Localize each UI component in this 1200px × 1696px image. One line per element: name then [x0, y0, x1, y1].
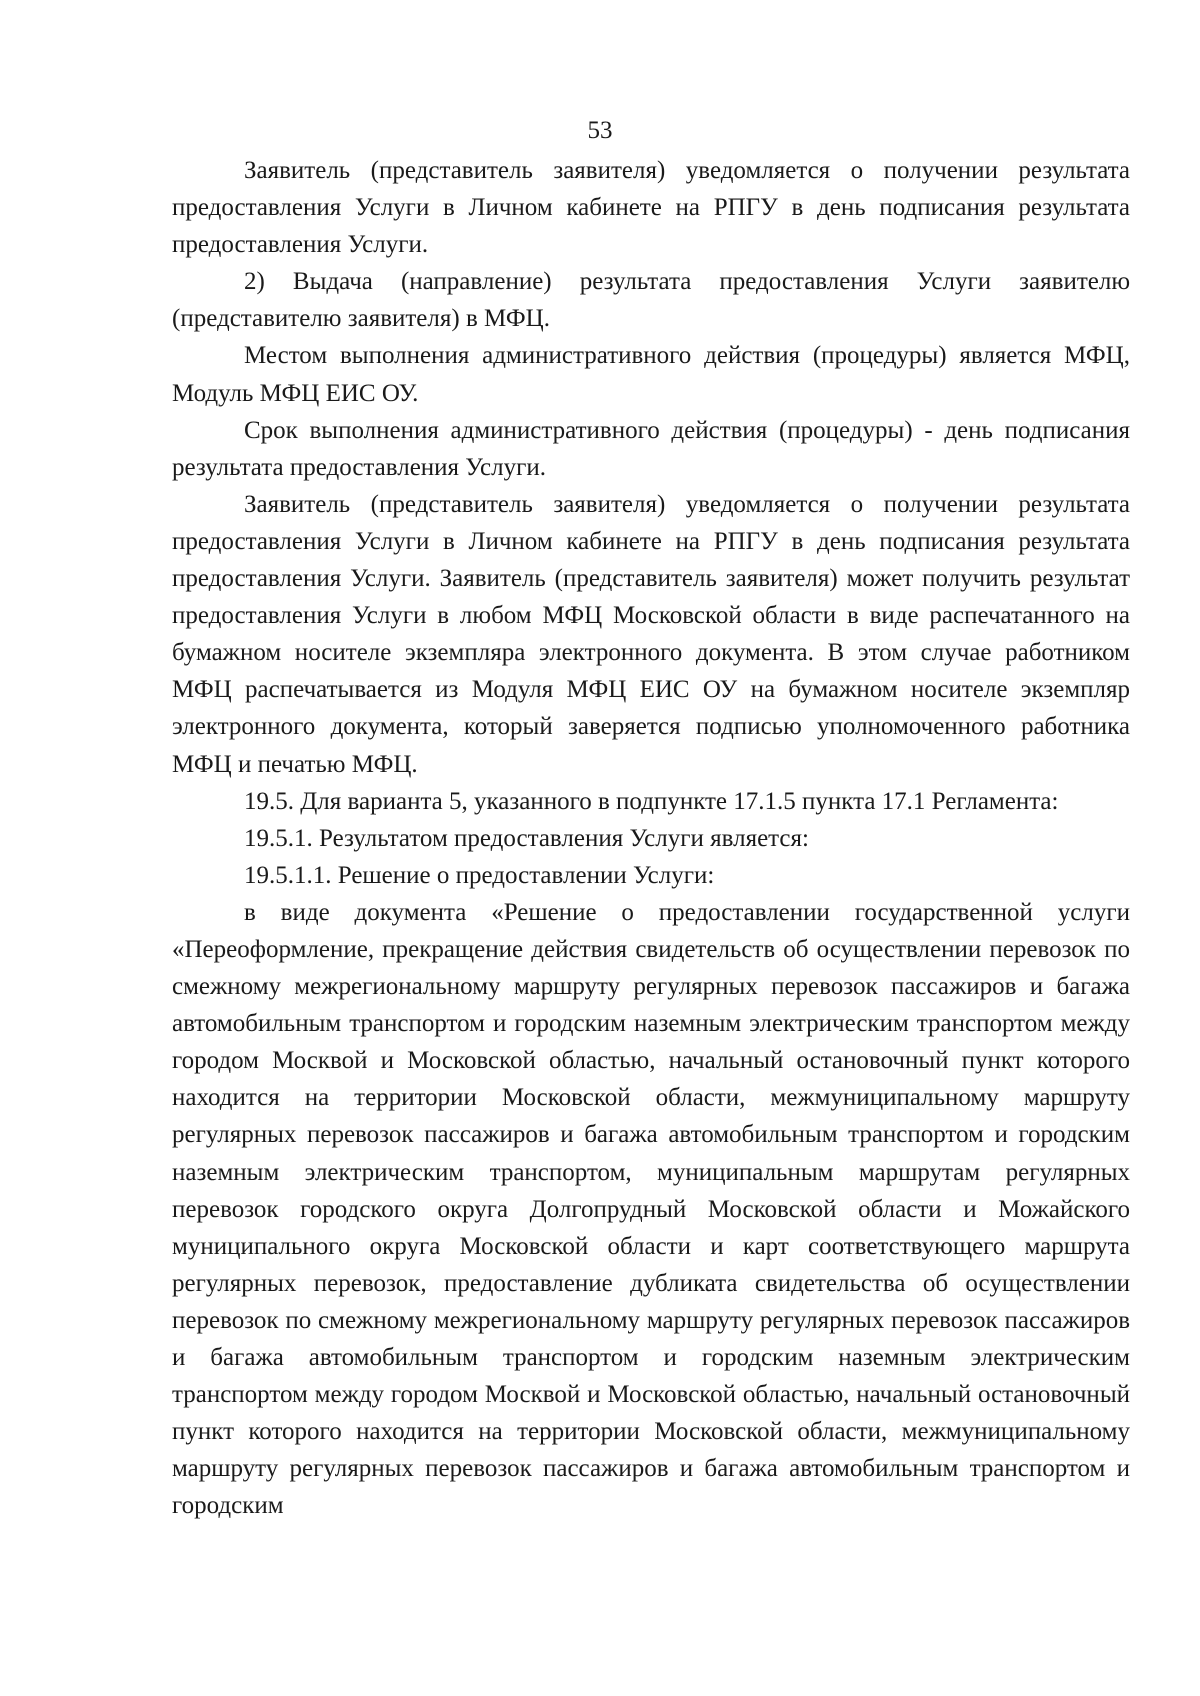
- document-body: [172, 152, 1130, 1524]
- paragraph-mfc-delivery: 2) Выдача (направление) результата предоставления Услуги заявителю (представителю заявителя) в МФЦ.: [172, 268, 1130, 333]
- paragraph-notification: Заявитель (представитель заявителя) уведомляется о получении результата предоставления Услуги в Личном кабинете на РПГУ в день подписания результата предоставления Услуги.: [172, 157, 1130, 259]
- paragraph-execution-term: Срок выполнения административного действия (процедуры) - день подписания результата предоставления Услуги.: [172, 416, 1130, 481]
- paragraph-variant-5: 19.5. Для варианта 5, указанного в подпункте 17.1.5 пункта 17.1 Регламента:: [244, 787, 1059, 815]
- paragraph-decision: 19.5.1.1. Решение о предоставлении Услуги:: [244, 861, 715, 889]
- page-number: 53: [587, 117, 613, 144]
- paragraph-decision-document: в виде документа «Решение о предоставлении государственной услуги «Переоформление, прекращение действия свидетельств об осуществлении перевозок по смежному межрегиональному маршруту регулярных перевозок пассажиров и багажа автомобильным транспортом и городским наземным электрическим транспортом между городом Москвой и Московской областью, начальный остановочный пункт которого находится на территории Московской области, межмуниципальному маршруту регулярных перевозок пассажиров и багажа автомобильным транспортом и городским наземным электрическим транспортом, муниципальным маршрутам регулярных перевозок городского округа Долгопрудный Московской области и Можайского муниципального округа Московской области и карт соответствующего маршрута регулярных перевозок, предоставление дубликата свидетельства об осуществлении перевозок по смежному межрегиональному маршруту регулярных перевозок пассажиров и багажа автомобильным транспортом и городским наземным электрическим транспортом между городом Москвой и Московской областью, начальный остановочный пункт которого находится на территории Московской области, межмуниципальному маршруту регулярных перевозок пассажиров и багажа автомобильным транспортом и городским: [172, 898, 1130, 1520]
- paragraph-result: 19.5.1. Результатом предоставления Услуги является:: [244, 824, 809, 852]
- paragraph-place-of-execution: Местом выполнения административного действия (процедуры) является МФЦ, Модуль МФЦ ЕИС ОУ.: [172, 342, 1130, 407]
- paragraph-notification-mfc: Заявитель (представитель заявителя) уведомляется о получении результата предоставления Услуги в Личном кабинете на РПГУ в день подписания результата предоставления Услуги. Заявитель (представитель заявителя) может получить результат предоставления Услуги в любом МФЦ Московской области в виде распечатанного на бумажном носителе экземпляра электронного документа. В этом случае работником МФЦ распечатывается из Модуля МФЦ ЕИС ОУ на бумажном носителе экземпляр электронного документа, который заверяется подписью уполномоченного работника МФЦ и печатью МФЦ.: [172, 490, 1130, 778]
